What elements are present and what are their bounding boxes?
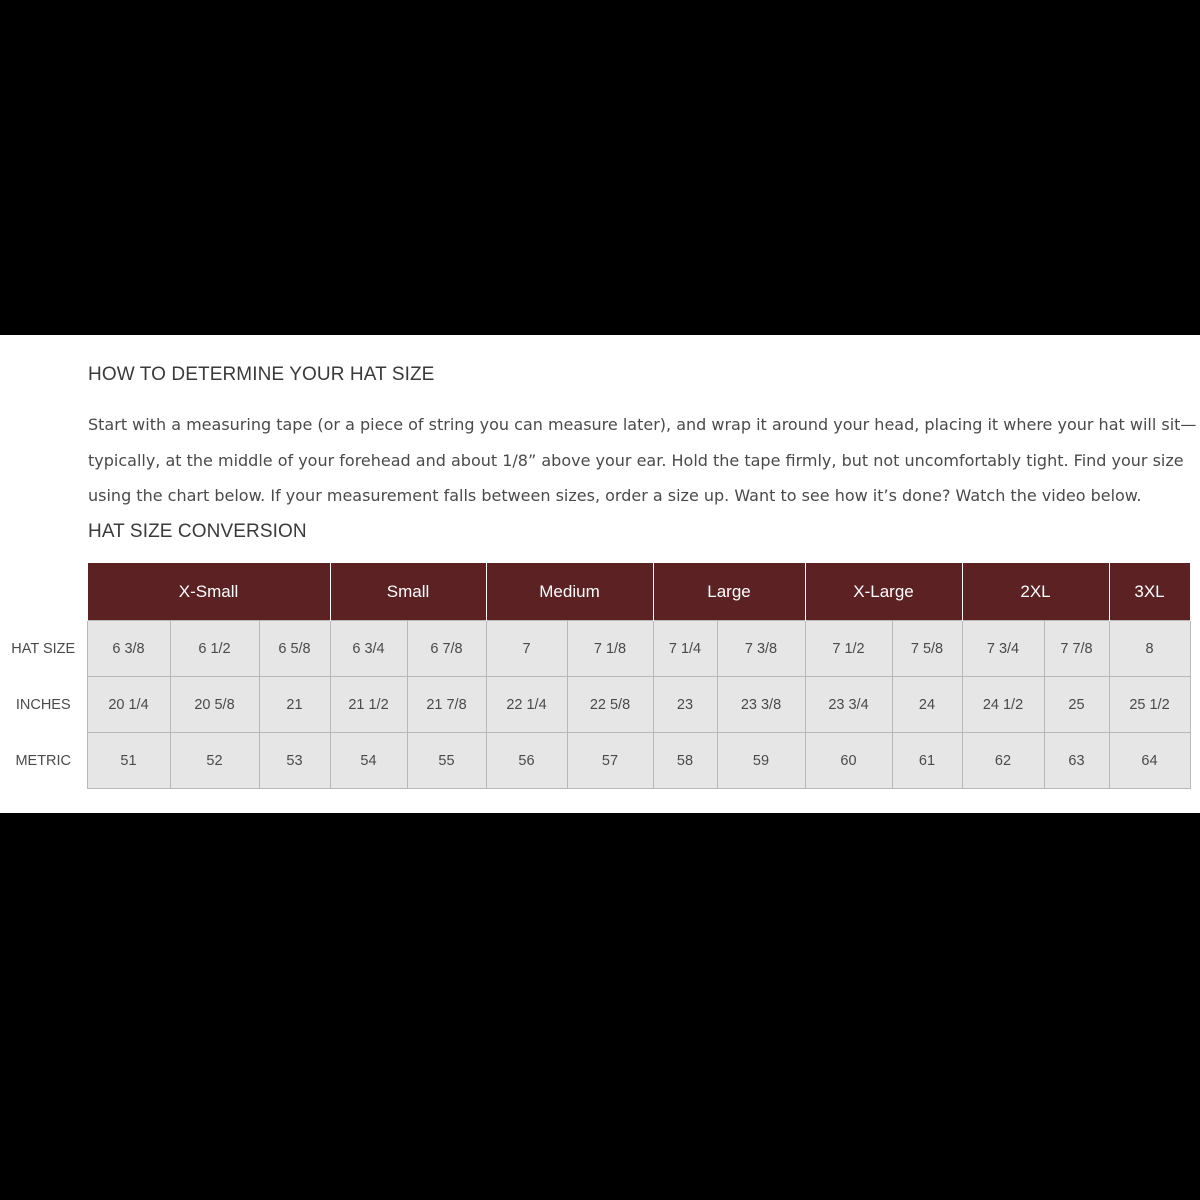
group-header-medium: Medium: [486, 563, 653, 621]
table-cell: 22 5/8: [567, 677, 653, 733]
row-label: INCHES: [0, 677, 87, 733]
table-cell: 54: [330, 733, 407, 789]
group-header-x-large: X-Large: [805, 563, 962, 621]
table-cell: 51: [87, 733, 170, 789]
table-cell: 20 1/4: [87, 677, 170, 733]
table-cell: 21 7/8: [407, 677, 486, 733]
table-cell: 7 3/4: [962, 621, 1044, 677]
table-cell: 25 1/2: [1109, 677, 1190, 733]
group-header-small: Small: [330, 563, 486, 621]
table-cell: 25: [1044, 677, 1109, 733]
table-cell: 59: [717, 733, 805, 789]
table-cell: 24: [892, 677, 962, 733]
table-cell: 7: [486, 621, 567, 677]
table-cell: 6 5/8: [259, 621, 330, 677]
guide-title: HOW TO DETERMINE YOUR HAT SIZE: [88, 364, 435, 385]
table-cell: 58: [653, 733, 717, 789]
group-header-2xl: 2XL: [962, 563, 1109, 621]
table-cell: 60: [805, 733, 892, 789]
table-cell: 23 3/4: [805, 677, 892, 733]
instruction-line: Start with a measuring tape (or a piece of string you can measure later), and wrap it around your head, placing it where your hat will sit—: [88, 415, 1197, 434]
table-cell: 6 3/8: [87, 621, 170, 677]
size-group-row: [0, 563, 1190, 621]
table-cell: 8: [1109, 621, 1190, 677]
table-corner: [0, 563, 87, 621]
table-cell: 57: [567, 733, 653, 789]
table-cell: 6 7/8: [407, 621, 486, 677]
table-cell: 53: [259, 733, 330, 789]
hat-size-guide-panel: [0, 335, 1200, 813]
inches-row: [0, 677, 1190, 733]
table-cell: 61: [892, 733, 962, 789]
group-header-x-small: X-Small: [87, 563, 330, 621]
guide-instructions: [88, 407, 1198, 514]
hat-size-table: [0, 563, 1191, 789]
table-cell: 64: [1109, 733, 1190, 789]
table-cell: 23 3/8: [717, 677, 805, 733]
table-cell: 52: [170, 733, 259, 789]
table-cell: 7 5/8: [892, 621, 962, 677]
group-header-large: Large: [653, 563, 805, 621]
table-cell: 7 3/8: [717, 621, 805, 677]
table-cell: 23: [653, 677, 717, 733]
table-cell: 21: [259, 677, 330, 733]
table-cell: 21 1/2: [330, 677, 407, 733]
table-cell: 7 1/8: [567, 621, 653, 677]
table-cell: 20 5/8: [170, 677, 259, 733]
table-cell: 56: [486, 733, 567, 789]
table-cell: 24 1/2: [962, 677, 1044, 733]
table-cell: 7 7/8: [1044, 621, 1109, 677]
instruction-line: typically, at the middle of your forehead and about 1/8” above your ear. Hold the tape firmly, but not uncomfortably tight. Find your size: [88, 450, 1184, 470]
instruction-line: using the chart below. If your measurement falls between sizes, order a size up. Want to see how it’s done? Watch the video below.: [88, 486, 1142, 505]
table-cell: 22 1/4: [486, 677, 567, 733]
table-cell: 55: [407, 733, 486, 789]
group-header-3xl: 3XL: [1109, 563, 1190, 621]
table-cell: 7 1/4: [653, 621, 717, 677]
table-cell: 6 1/2: [170, 621, 259, 677]
table-cell: 6 3/4: [330, 621, 407, 677]
table-cell: 63: [1044, 733, 1109, 789]
hat-size-row: [0, 621, 1190, 677]
table-cell: 62: [962, 733, 1044, 789]
metric-row: [0, 733, 1190, 789]
row-label: METRIC: [0, 733, 87, 789]
conversion-title: HAT SIZE CONVERSION: [88, 521, 307, 542]
table-cell: 7 1/2: [805, 621, 892, 677]
row-label: HAT SIZE: [0, 621, 87, 677]
